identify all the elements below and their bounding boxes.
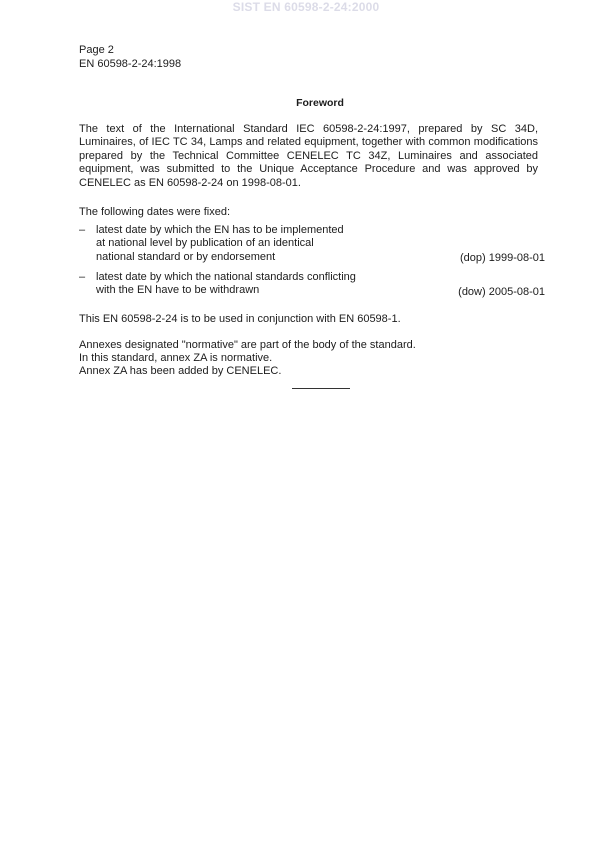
end-rule — [292, 388, 350, 389]
watermark: SIST EN 60598-2-24:2000 — [232, 0, 380, 14]
date-item-line: national standard or by endorsement — [96, 250, 276, 263]
date-item-line: latest date by which the national standards conflicting — [96, 271, 356, 283]
page-header — [79, 43, 181, 71]
intro-paragraph: The text of the International Standard IEC 60598-2-24:1997, prepared by SC 34D, Luminaires, of IEC TC 34, Lamps and related equipment, together with common modifications prepared by the Technical Committee CENELEC TC 34Z, Luminaires and associated equipment, was submitted to the Unique Acceptance Procedure and was approved by CENELEC as EN 60598-2-24 on 1998-08-01. — [79, 123, 538, 189]
date-item-line: at national level by publication of an identical — [96, 237, 314, 250]
date-value-dop: (dop) 1999-08-01 — [459, 252, 545, 264]
annex-line: Annex ZA has been added by CENELEC. — [79, 365, 282, 378]
date-item-line: with the EN have to be withdrawn — [96, 284, 260, 297]
date-item-dow — [79, 271, 545, 299]
dates-intro: The following dates were fixed: — [79, 206, 231, 218]
list-dash: – — [79, 271, 86, 283]
section-title: Foreword — [296, 97, 344, 109]
date-item-dop — [79, 224, 545, 265]
date-item-text — [96, 224, 426, 264]
annex-notes — [79, 339, 416, 379]
page-number: Page 2 — [79, 44, 114, 56]
document-id: EN 60598-2-24:1998 — [79, 58, 182, 70]
conjunction-note: This EN 60598-2-24 is to be used in conjunction with EN 60598-1. — [79, 313, 401, 325]
annex-line: In this standard, annex ZA is normative. — [79, 352, 273, 365]
list-dash: – — [79, 224, 86, 236]
date-value-dow: (dow) 2005-08-01 — [458, 286, 545, 298]
annex-line: Annexes designated "normative" are part of the body of the standard. — [79, 339, 416, 351]
date-item-text — [96, 271, 426, 298]
date-item-line: latest date by which the EN has to be implemented — [96, 224, 344, 236]
